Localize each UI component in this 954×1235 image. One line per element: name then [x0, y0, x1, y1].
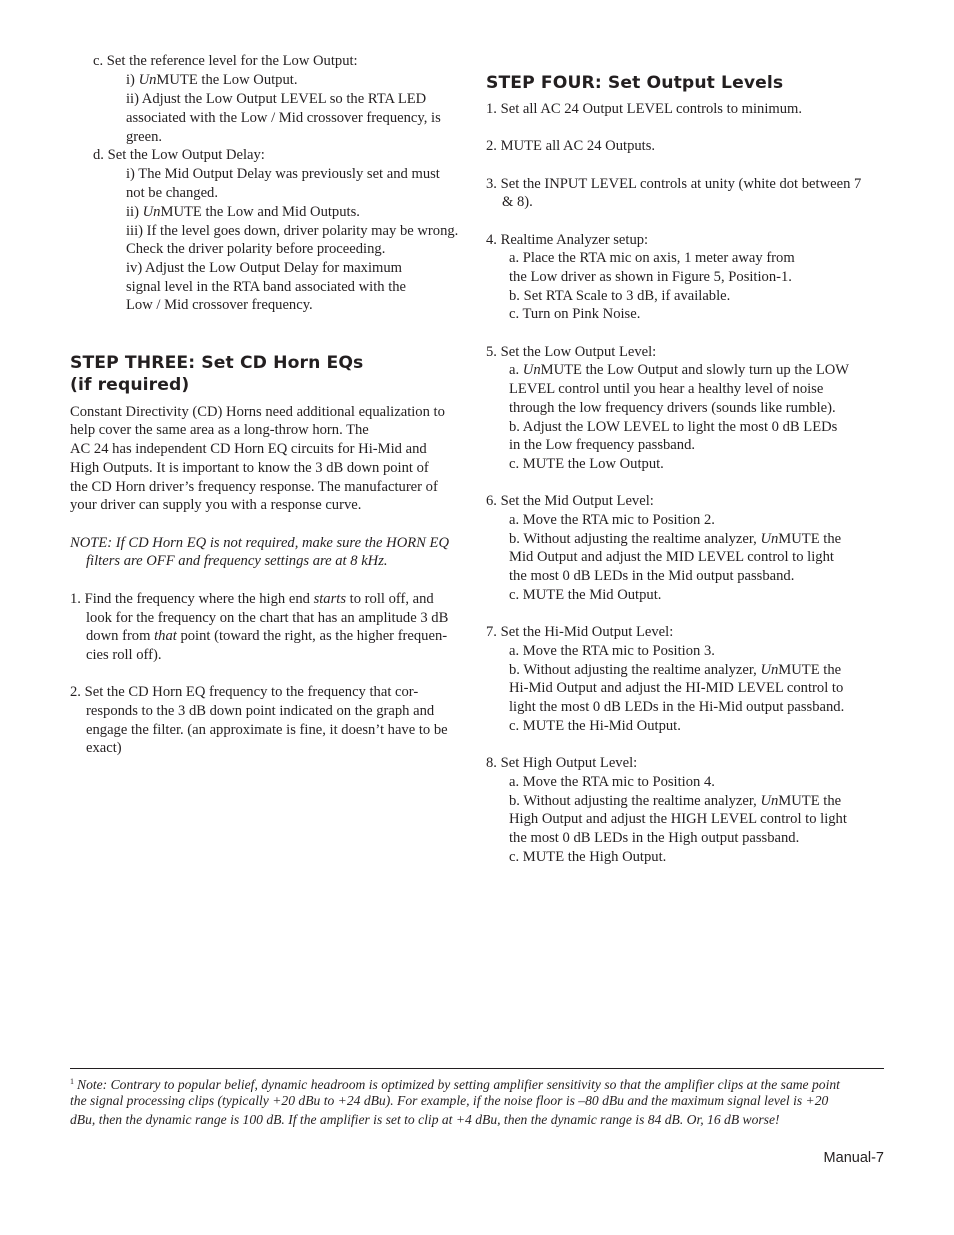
step-1: 1. Set all AC 24 Output LEVEL controls to minimum. [486, 101, 803, 117]
step-three-heading: STEP THREE: Set CD Horn EQs [70, 353, 364, 373]
step-5c: c. MUTE the Low Output. [509, 456, 664, 472]
step-8c: c. MUTE the High Output. [509, 849, 667, 865]
step-7c: c. MUTE the Hi-Mid Output. [509, 718, 681, 734]
footnote-marker: 1 [70, 1077, 74, 1086]
step-d-iii-line: iii) If the level goes down, driver polarity may be wrong. [126, 223, 459, 239]
step-5a-line: through the low frequency drivers (sounds like rumble). [509, 400, 836, 416]
step-7b: b. Without adjusting the realtime analyzer, UnMUTE the [509, 662, 842, 678]
step-d-iv-line: signal level in the RTA band associated with the [126, 279, 407, 295]
list-item-1-line: down from that point (toward the right, as the higher frequen- [86, 628, 448, 644]
note-line: NOTE: If CD Horn EQ is not required, make sure the HORN EQ [70, 535, 449, 551]
step-6a: a. Move the RTA mic to Position 2. [509, 512, 715, 528]
cd-paragraph-line: your driver can supply you with a response curve. [70, 497, 362, 513]
step-3: 3. Set the INPUT LEVEL controls at unity (white dot between 7 [486, 176, 862, 192]
cd-paragraph-line: High Outputs. It is important to know the 3 dB down point of [70, 460, 429, 476]
list-item-1-line: look for the frequency on the chart that has an amplitude 3 dB [86, 610, 449, 626]
step-c-title: c. Set the reference level for the Low Output: [93, 53, 358, 69]
step-5b-line: in the Low frequency passband. [509, 437, 696, 453]
step-c-i: i) UnMUTE the Low Output. [126, 72, 298, 88]
step-c-ii-line: associated with the Low / Mid crossover frequency, is [126, 110, 441, 126]
step-5-title: 5. Set the Low Output Level: [486, 344, 657, 360]
step-d-iv-line: iv) Adjust the Low Output Delay for maximum [126, 260, 403, 276]
cd-paragraph-line: help cover the same area as a long-throw horn. The [70, 422, 369, 438]
step-d-ii: ii) UnMUTE the Low and Mid Outputs. [126, 204, 360, 220]
step-4-title: 4. Realtime Analyzer setup: [486, 232, 649, 248]
step-7b-line: Hi-Mid Output and adjust the HI-MID LEVEL control to [509, 680, 844, 696]
list-item-2-line: engage the filter. (an approximate is fine, it doesn’t have to be [86, 722, 448, 738]
footnote-line: $^1$ Note: Contrary to popular belief, dynamic headroom is optimized by setting amplifier sensitivity so that the amplifier clips at the same point [70, 1077, 840, 1092]
step-6b-line: the most 0 dB LEDs in the Mid output passband. [509, 568, 795, 584]
list-item-1-line: cies roll off). [86, 647, 162, 663]
step-6b-line: Mid Output and adjust the MID LEVEL control to light [509, 549, 834, 565]
list-item-2-line: responds to the 3 dB down point indicated on the graph and [86, 703, 435, 719]
step-8a: a. Move the RTA mic to Position 4. [509, 774, 715, 790]
step-d-iii-line: Check the driver polarity before proceeding. [126, 241, 386, 257]
step-6c: c. MUTE the Mid Output. [509, 587, 662, 603]
footnote-line: the signal processing clips (typically +20 dBu to +24 dBu). For example, if the noise floor is –80 dBu and the maximum signal level is +20 [70, 1093, 829, 1108]
step-7b-line: light the most 0 dB LEDs in the Hi-Mid output passband. [509, 699, 845, 715]
step-5b: b. Adjust the LOW LEVEL to light the most 0 dB LEDs [509, 419, 838, 435]
step-4a: a. Place the RTA mic on axis, 1 meter away from [509, 250, 795, 266]
list-item-1: 1. Find the frequency where the high end starts to roll off, and [70, 591, 434, 607]
step-5a-line: LEVEL control until you hear a healthy level of noise [509, 381, 824, 397]
cd-paragraph-line: Constant Directivity (CD) Horns need additional equalization to [70, 404, 445, 420]
step-d-iv-line: Low / Mid crossover frequency. [126, 297, 313, 313]
step-8b-line: High Output and adjust the HIGH LEVEL control to light [509, 811, 847, 827]
list-item-2-line: exact) [86, 740, 122, 756]
step-four-heading: STEP FOUR: Set Output Levels [486, 73, 784, 93]
step-8b-line: the most 0 dB LEDs in the High output passband. [509, 830, 800, 846]
cd-paragraph-line: the CD Horn driver’s frequency response. The manufacturer of [70, 479, 438, 495]
step-4a-line: the Low driver as shown in Figure 5, Position-1. [509, 269, 792, 285]
step-4b: b. Set RTA Scale to 3 dB, if available. [509, 288, 731, 304]
step-4c: c. Turn on Pink Noise. [509, 306, 641, 322]
step-6b: b. Without adjusting the realtime analyzer, UnMUTE the [509, 531, 842, 547]
footnote-divider [70, 1068, 884, 1069]
step-2: 2. MUTE all AC 24 Outputs. [486, 138, 656, 154]
page-number: Manual-7 [823, 1150, 884, 1166]
step-8-title: 8. Set High Output Level: [486, 755, 638, 771]
step-5a: a. UnMUTE the Low Output and slowly turn up the LOW [509, 362, 850, 378]
step-8b: b. Without adjusting the realtime analyzer, UnMUTE the [509, 793, 842, 809]
step-d-i-line: not be changed. [126, 185, 218, 201]
step-d-i-line: i) The Mid Output Delay was previously set and must [126, 166, 440, 182]
footnote-line: dBu, then the dynamic range is 100 dB. If the amplifier is set to clip at +4 dBu, then the dynamic range is 84 dB. Or, 16 dB worse! [70, 1112, 780, 1127]
step-7-title: 7. Set the Hi-Mid Output Level: [486, 624, 674, 640]
step-3-line: & 8). [502, 194, 533, 210]
step-d-title: d. Set the Low Output Delay: [93, 147, 265, 163]
step-c-ii-line: green. [126, 129, 163, 145]
list-item-2: 2. Set the CD Horn EQ frequency to the frequency that cor- [70, 684, 419, 700]
step-c-ii-line: ii) Adjust the Low Output LEVEL so the RTA LED [126, 91, 427, 107]
step-7a: a. Move the RTA mic to Position 3. [509, 643, 715, 659]
cd-paragraph-line: AC 24 has independent CD Horn EQ circuits for Hi-Mid and [70, 441, 427, 457]
step-three-heading-sub: (if required) [70, 375, 190, 395]
step-6-title: 6. Set the Mid Output Level: [486, 493, 654, 509]
note-line: filters are OFF and frequency settings are at 8 kHz. [86, 553, 388, 569]
